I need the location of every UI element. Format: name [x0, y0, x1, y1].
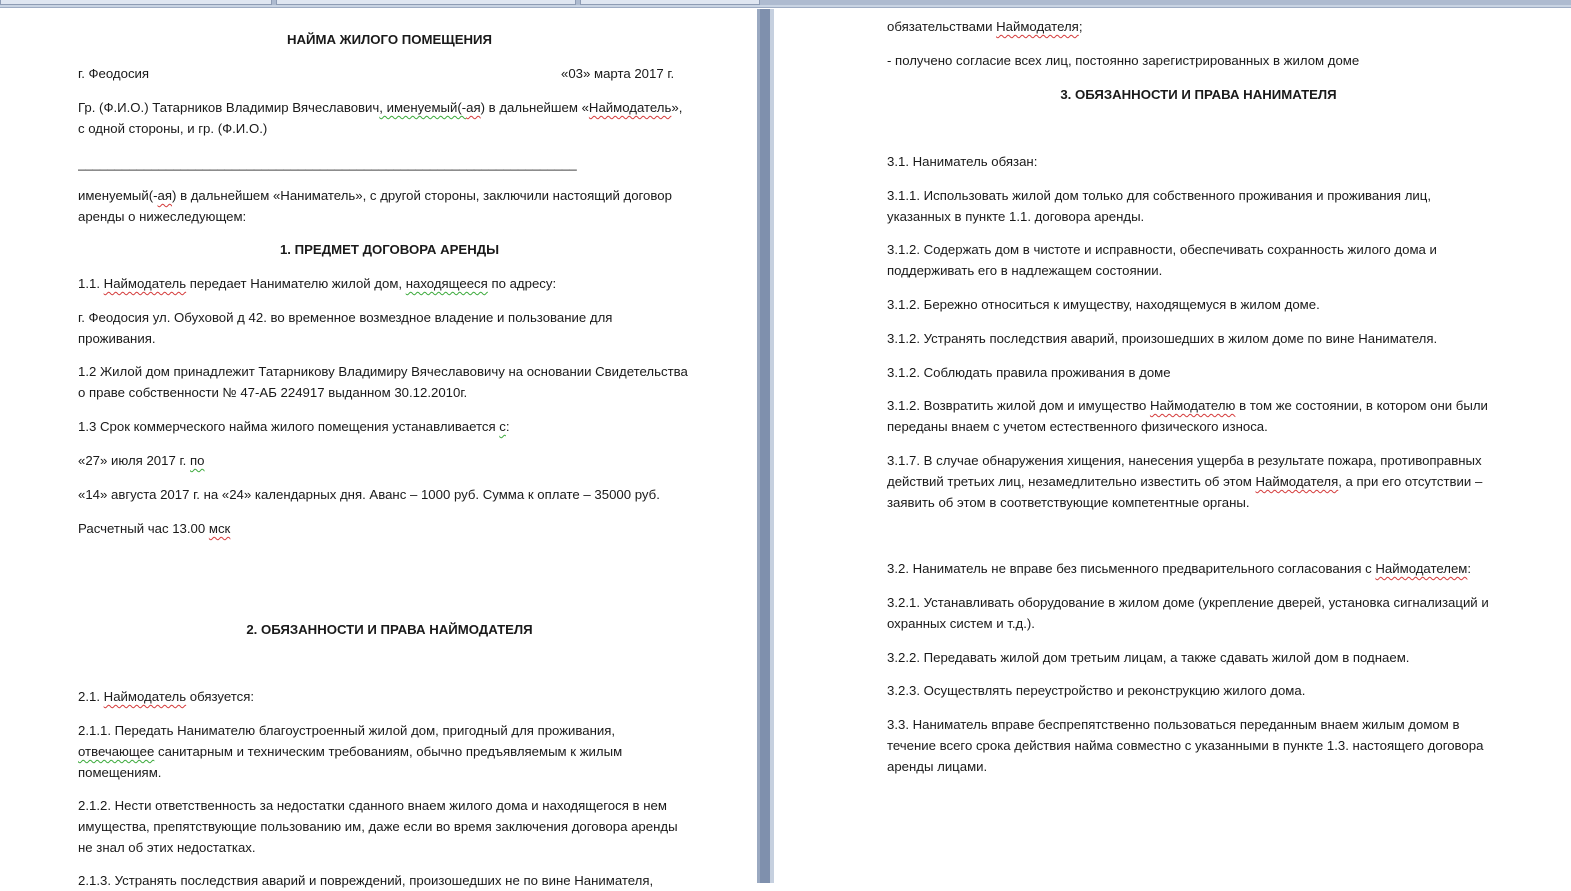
tenant-paragraph: именуемый(-ая) в дальнейшем «Наниматель», с другой стороны, заключили настоящий договор аренды о нижеследующем: [78, 188, 672, 224]
clause-3-1-2-b: 3.1.2. Бережно относиться к имуществу, находящемуся в жилом доме. [887, 297, 1320, 312]
clause-3-3: 3.3. Наниматель вправе беспрепятственно пользоваться переданным внаем жилым домом в течение всего срока действия найма совместно с указанными в пункте 1.3. настоящего договора аренды лицами. [887, 717, 1484, 774]
clause-1-2: 1.2 Жилой дом принадлежит Татарникову Владимиру Вячеславовичу на основании Свидетельства о праве собственности № 47-АБ 224917 выданном 30.12.2010г. [78, 364, 688, 400]
clause-3-1-2-e: 3.1.2. Возвратить жилой дом и имущество Наймодателю в том же состоянии, в котором они были переданы внаем с учетом естественного физического износа. [887, 398, 1488, 434]
consent-line: - получено согласие всех лиц, постоянно зарегистрированных в жилом доме [887, 53, 1360, 68]
section-1-title: 1. ПРЕДМЕТ ДОГОВОРА АРЕНДЫ [279, 242, 500, 257]
page-separator [757, 9, 774, 883]
contract-date: «03» марта 2017 г. [561, 66, 675, 81]
clause-1-3: 1.3 Срок коммерческого найма жилого помещения устанавливается с: [78, 419, 510, 434]
section-3-title: 3. ОБЯЗАННОСТИ И ПРАВА НАНИМАТЕЛЯ [1060, 87, 1337, 102]
clause-3-1-2-d: 3.1.2. Соблюдать правила проживания в доме [887, 365, 1171, 380]
clause-3-1: 3.1. Наниматель обязан: [887, 154, 1038, 169]
continued-line: обязательствами Наймодателя; [887, 19, 1083, 34]
clause-2-1-1: 2.1.1. Передать Нанимателю благоустроенный жилой дом, пригодный для проживания, отвечающее санитарным и техническим требованиям, обычно предъявляемым к жилым помещениям. [78, 723, 623, 780]
clause-2-1: 2.1. Наймодатель обязуется: [78, 689, 255, 704]
intro-paragraph: Гр. (Ф.И.О.) Татарников Владимир Вячеславович, именуемый(-ая) в дальнейшем «Наймодатель», с одной стороны, и гр. (Ф.И.О.) [78, 100, 683, 136]
blank-name-line: ____________________________________________________________________ [78, 156, 577, 171]
clause-3-1-2-a: 3.1.2. Содержать дом в чистоте и исправности, обеспечивать сохранность жилого дома и поддерживать его в надлежащем состоянии. [887, 242, 1437, 278]
city-date-line [78, 63, 701, 84]
clause-1-1: 1.1. Наймодатель передает Нанимателю жилой дом, находящееся по адресу: [78, 276, 557, 291]
checkout-time: Расчетный час 13.00 мск [78, 521, 231, 536]
section-2-title: 2. ОБЯЗАННОСТИ И ПРАВА НАЙМОДАТЕЛЯ [246, 622, 533, 637]
document-page-right [774, 9, 1571, 883]
document-page-left [0, 9, 757, 888]
clause-3-2: 3.2. Наниматель не вправе без письменного предварительного согласования с Наймодателем: [887, 561, 1472, 576]
clause-3-2-1: 3.2.1. Устанавливать оборудование в жилом доме (укрепление дверей, установка сигнализаций и охранных систем и т.д.). [887, 595, 1489, 631]
clause-3-1-2-c: 3.1.2. Устранять последствия аварий, произошедших в жилом доме по вине Нанимателя. [887, 331, 1438, 346]
clause-2-1-3: 2.1.3. Устранять последствия аварий и повреждений, произошедших не по вине Нанимателя, [78, 873, 654, 888]
clause-3-1-7: 3.1.7. В случае обнаружения хищения, нанесения ущерба в результате пожара, противоправных действий третьих лиц, незамедлительно известить об этом Наймодателя, а при его отсутствии – заявить об этом в соответствующие компетентные органы. [887, 453, 1483, 510]
contract-title: НАЙМА ЖИЛОГО ПОМЕЩЕНИЯ [286, 32, 493, 47]
clause-3-2-3: 3.2.3. Осуществлять переустройство и реконструкцию жилого дома. [887, 683, 1306, 698]
clause-3-1-1: 3.1.1. Использовать жилой дом только для собственного проживания и проживания лиц, указанных в пункте 1.1. договора аренды. [887, 188, 1431, 224]
ruler-strip [0, 5, 1571, 8]
city: г. Феодосия [78, 66, 150, 81]
clause-2-1-2: 2.1.2. Нести ответственность за недостатки сданного внаем жилого дома и находящегося в нем имущества, препятствующие пользованию им, даже если во время заключения договора аренды не знал об этих недостатках. [78, 798, 678, 855]
address-paragraph: г. Феодосия ул. Обуховой д 42. во временное возмездное владение и пользование для проживания. [78, 310, 613, 346]
rental-start-date: «27» июля 2017 г. по [78, 453, 205, 468]
clause-3-2-2: 3.2.2. Передавать жилой дом третьим лицам, а также сдавать жилой дом в поднаем. [887, 650, 1410, 665]
rental-end-date: «14» августа 2017 г. на «24» календарных дня. Аванс – 1000 руб. Сумма к оплате – 35000 руб. [78, 487, 660, 502]
